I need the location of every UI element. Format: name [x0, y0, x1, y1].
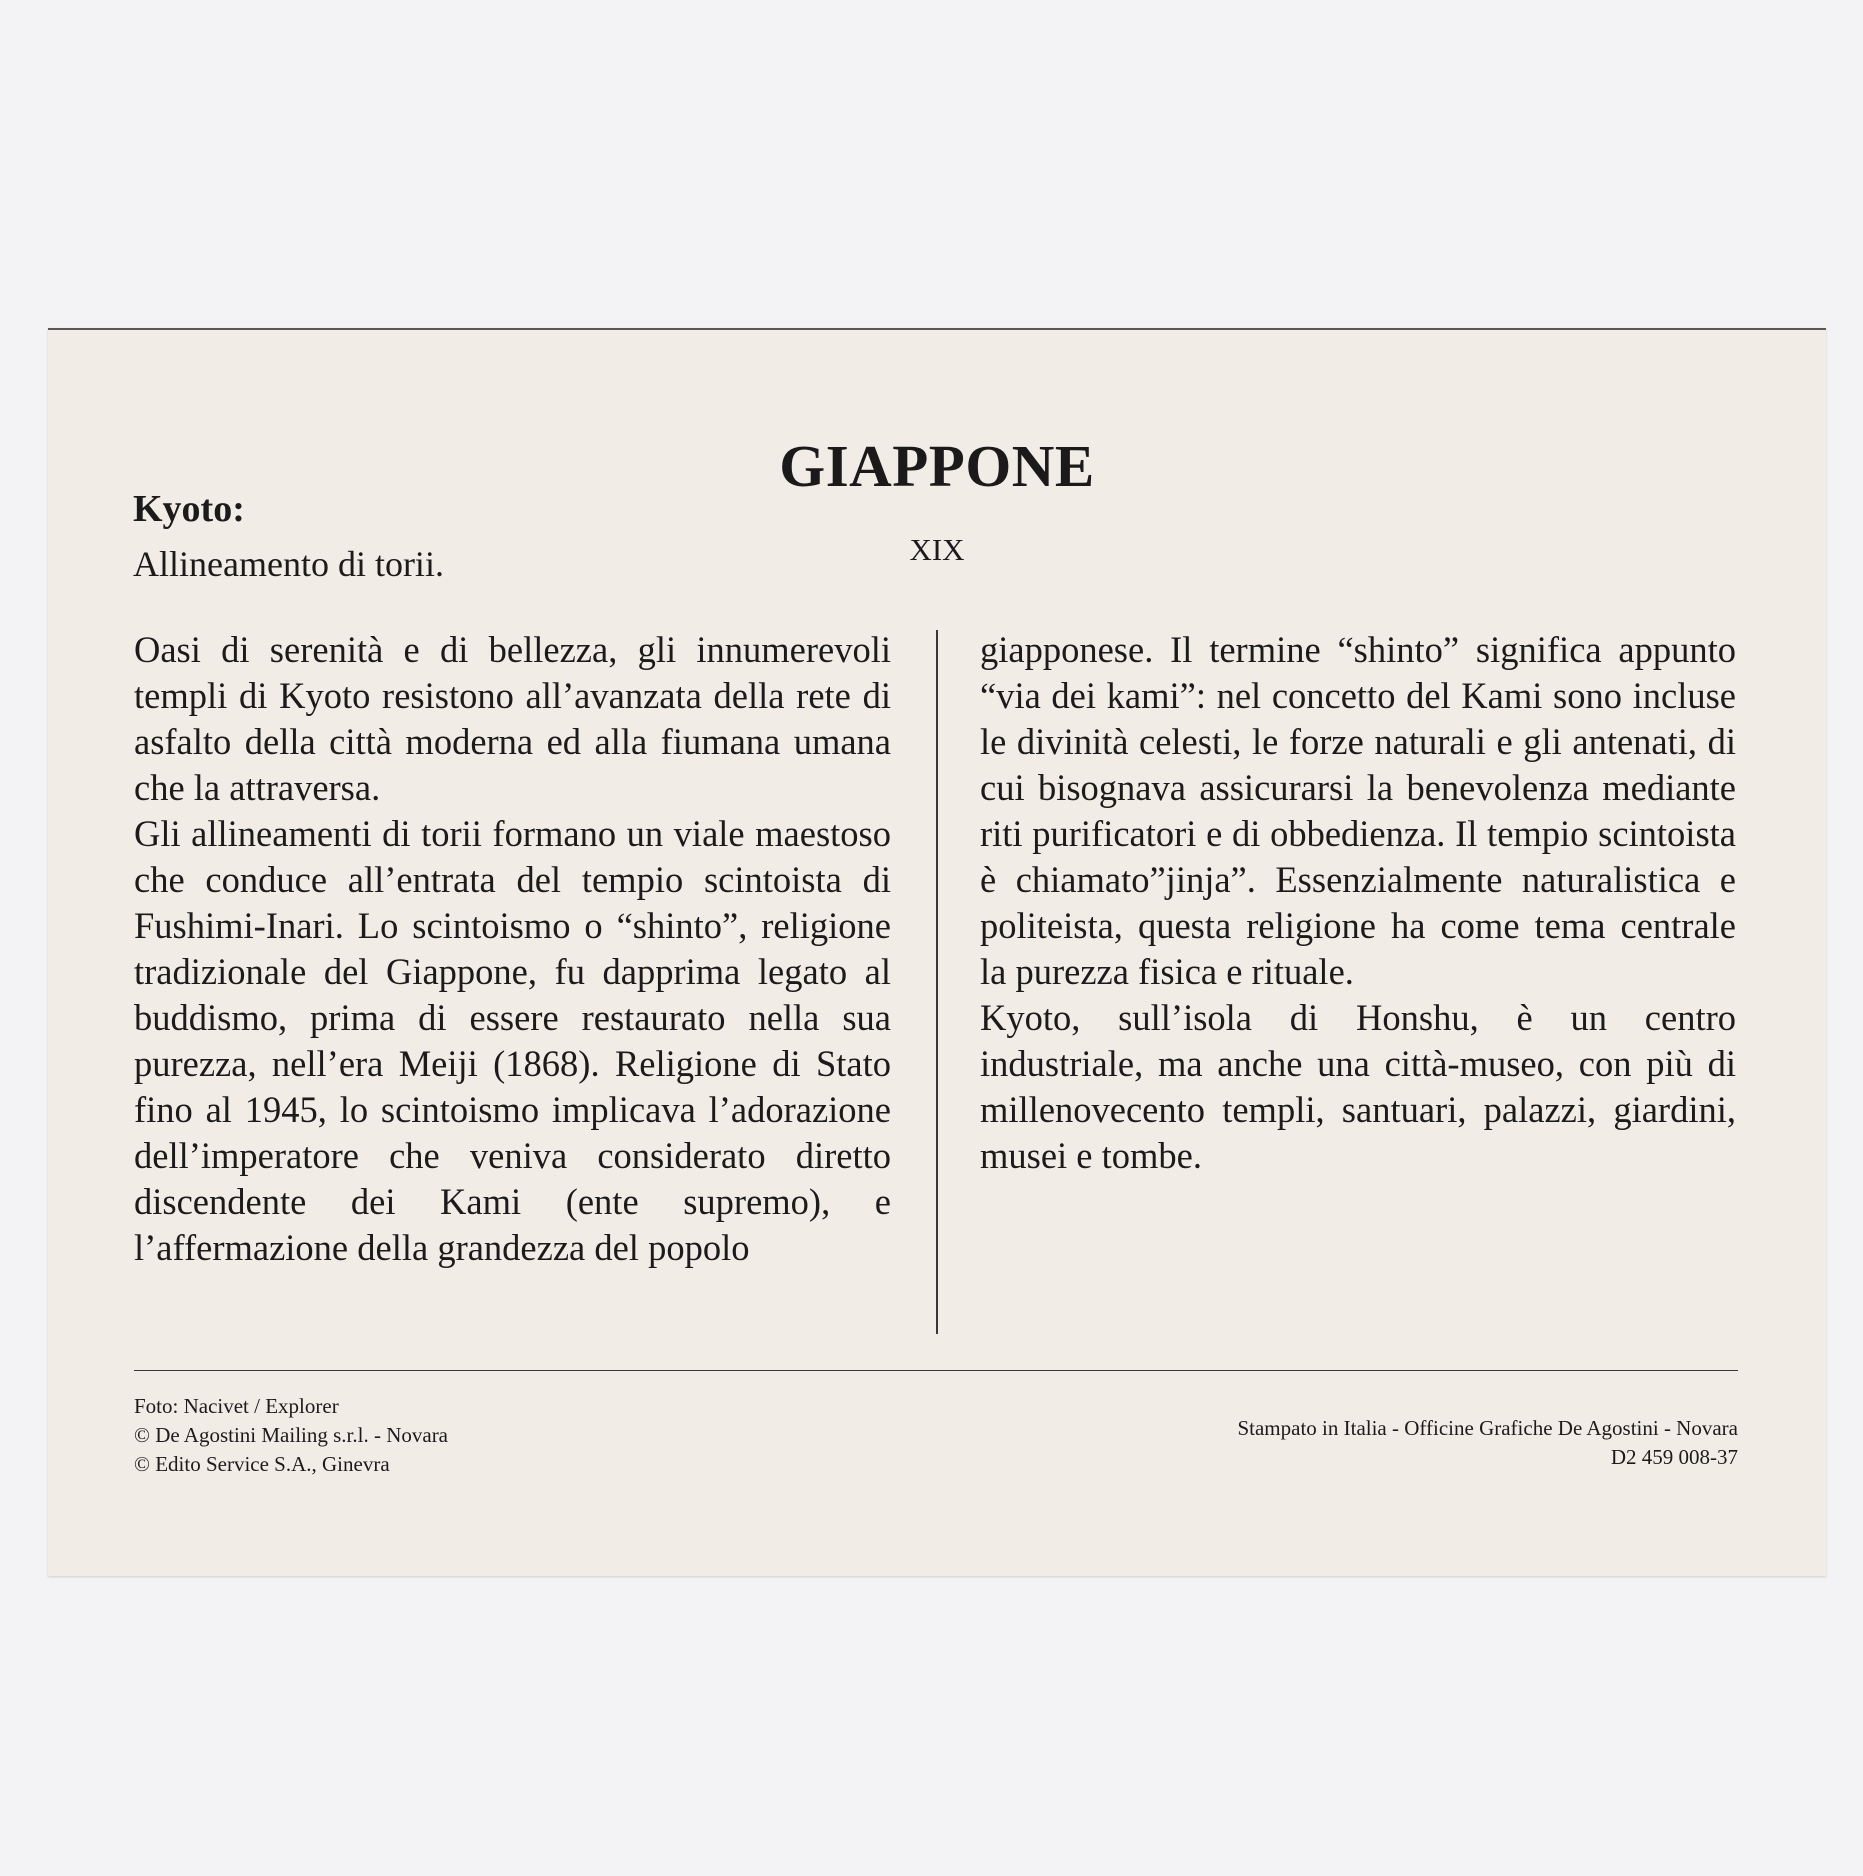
photo-subject: Allineamento di torii. — [133, 544, 444, 584]
text-column-right — [980, 627, 1736, 1179]
credits — [134, 1392, 448, 1479]
copyright-line: © Edito Service S.A., Ginevra — [134, 1452, 390, 1476]
card-number: XIX — [909, 532, 965, 567]
card-title: GIAPPONE — [779, 433, 1095, 499]
print-info — [1237, 1414, 1738, 1472]
printer-line: Stampato in Italia - Officine Grafiche De Agostini - Novara — [1237, 1416, 1738, 1440]
text-column-left — [134, 627, 891, 1271]
paragraph: Gli allineamenti di torii formano un viale maestoso che conduce all’entrata del tempio scintoista di Fushimi-Inari. Lo scintoismo o “shinto”, religione tradizionale del Giappone, fu dapprima legato al buddismo, prima di essere restaurato nella sua purezza, nell’era Meiji (1868). Religione di Stato fino al 1945, lo scintoismo implicava l’adorazione dell’imperatore che veniva considerato diretto discendente dei Kami (ente supremo), e l’affermazione della grandezza del popolo — [134, 813, 891, 1268]
postcard-back — [48, 328, 1826, 1576]
paragraph: Oasi di serenità e di bellezza, gli innumerevoli templi di Kyoto resistono all’avanzata della rete di asfalto della città moderna ed alla fiumana umana che la attraversa. — [134, 629, 891, 808]
product-code: D2 459 008-37 — [1610, 1445, 1738, 1469]
paragraph: giapponese. Il termine “shinto” significa appunto “via dei kami”: nel concetto del Kami sono incluse le divinità celesti, le forze naturali e gli antenati, di cui bisognava assicurarsi la benevolenza mediante riti purificatori e di obbedienza. Il tempio scintoista è chiamato”jinja”. Essenzialmente naturalistica e politeista, questa religione ha come tema centrale la purezza fisica e rituale. — [980, 629, 1736, 992]
photo-credit: Foto: Nacivet / Explorer — [134, 1394, 339, 1418]
footer-divider — [134, 1370, 1738, 1371]
paragraph: Kyoto, sull’isola di Honshu, è un centro industriale, ma anche una città-museo, con più di millenovecento templi, santuari, palazzi, giardini, musei e tombe. — [980, 997, 1736, 1176]
column-divider — [936, 630, 938, 1334]
place-heading: Kyoto: — [133, 488, 245, 530]
copyright-line: © De Agostini Mailing s.r.l. - Novara — [134, 1423, 449, 1447]
